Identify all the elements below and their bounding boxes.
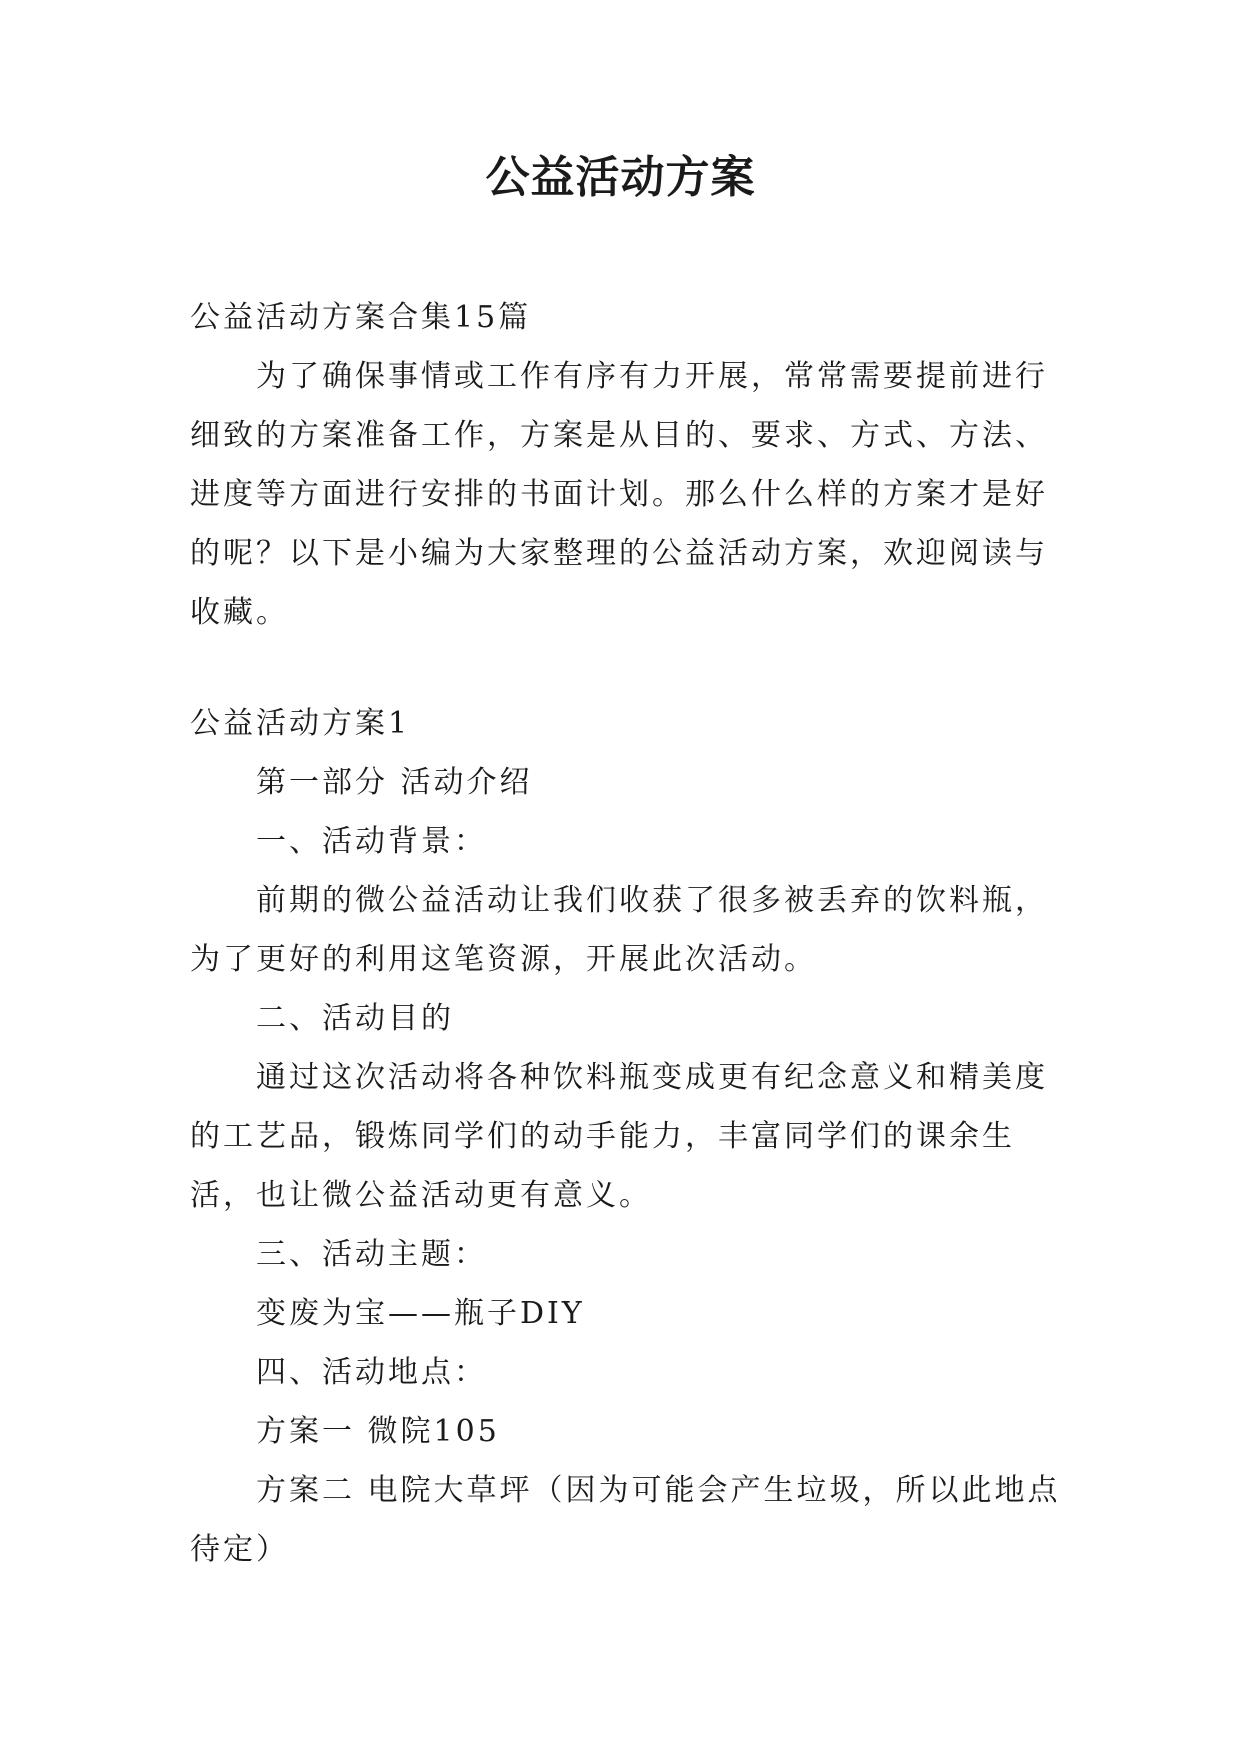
document-body [190, 288, 1070, 1579]
background-heading: 一、活动背景： [256, 824, 487, 859]
theme-heading: 三、活动主题： [256, 1237, 487, 1272]
location-heading: 四、活动地点： [256, 1355, 487, 1390]
background-paragraph: 前期的微公益活动让我们收获了很多被丢弃的饮料瓶，为了更好的利用这笔资源，开展此次活动。 [190, 883, 1048, 977]
intro-paragraph: 为了确保事情或工作有序有力开展，常常需要提前进行细致的方案准备工作，方案是从目的、要求、方式、方法、进度等方面进行安排的书面计划。那么什么样的方案才是好的呢？以下是小编为大家整理的公益活动方案，欢迎阅读与收藏。 [190, 359, 1048, 630]
purpose-paragraph: 通过这次活动将各种饮料瓶变成更有纪念意义和精美度的工艺品，锻炼同学们的动手能力，丰富同学们的课余生活，也让微公益活动更有意义。 [190, 1060, 1048, 1213]
part-heading: 第一部分 活动介绍 [256, 765, 533, 800]
location-option-1: 方案一 微院105 [256, 1414, 500, 1449]
theme-text: 变废为宝——瓶子DIY [256, 1296, 585, 1331]
section-spacer [190, 642, 1070, 694]
collection-heading: 公益活动方案合集15篇 [190, 300, 532, 335]
location-option-2: 方案二 电院大草坪（因为可能会产生垃圾，所以此地点待定） [190, 1473, 1061, 1567]
purpose-heading: 二、活动目的 [256, 1001, 454, 1036]
section-heading: 公益活动方案1 [190, 706, 411, 741]
document-title: 公益活动方案 [485, 152, 756, 203]
